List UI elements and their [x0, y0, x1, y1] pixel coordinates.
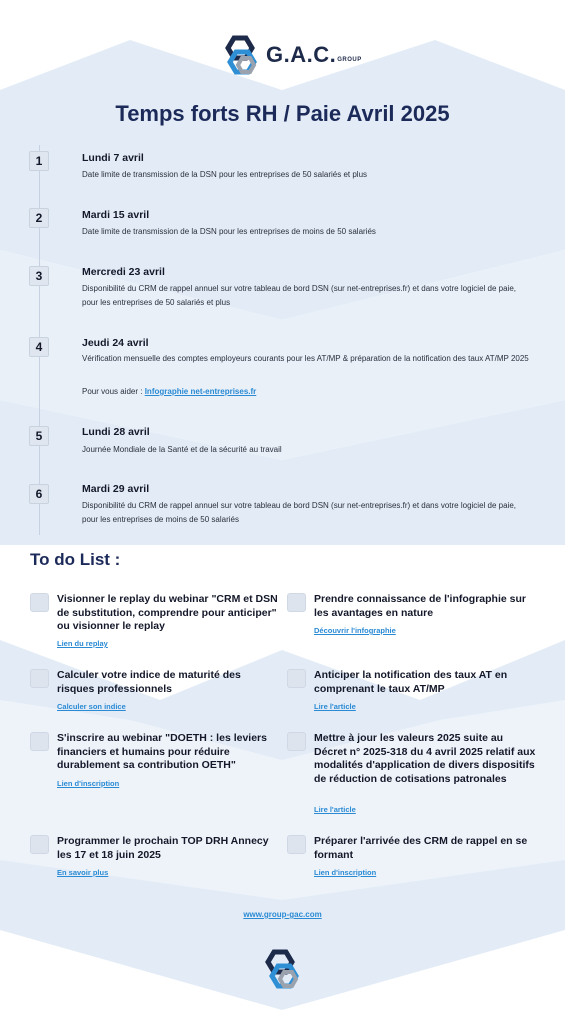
todo-text: S'inscrire au webinar "DOETH : les leviers financiers et humains pour réduire durablement sa contribution OETH"	[57, 732, 267, 771]
event-date: Mardi 15 avril	[82, 209, 150, 221]
todo-checkbox[interactable]	[30, 669, 49, 688]
inscription-link[interactable]: Lien d'inscription	[57, 779, 120, 788]
gac-logo-icon	[262, 944, 304, 994]
gac-logo-icon	[220, 32, 262, 78]
event-number: 4	[29, 337, 49, 357]
help-prefix: Pour vous aider :	[82, 387, 145, 396]
event-date: Lundi 7 avril	[82, 152, 144, 164]
logo-text: G.A.C.	[266, 42, 337, 67]
gac-logo	[220, 30, 362, 80]
todo-text: Préparer l'arrivée des CRM de rappel en se formant	[314, 835, 528, 861]
todo-text: Anticiper la notification des taux AT en comprenant le taux AT/MP	[314, 669, 508, 695]
event-description: Disponibilité du CRM de rappel annuel sur votre tableau de bord DSN (sur net-entreprises.fr) et dans votre logiciel de paie, pour les entreprises de 50 salariés et plus	[82, 284, 517, 307]
todo-text: Visionner le replay du webinar "CRM et DSN de substitution, comprendre pour anticiper" ou visionner le replay	[57, 593, 278, 632]
todo-title: To do List :	[30, 550, 121, 569]
event-number: 6	[29, 484, 49, 504]
event-number: 5	[29, 426, 49, 446]
todo-checkbox[interactable]	[287, 593, 306, 612]
todo-checkbox[interactable]	[287, 732, 306, 751]
footer-logo	[262, 944, 304, 999]
infographie-link[interactable]: Infographie net-entreprises.fr	[144, 387, 257, 396]
en-savoir-plus-link[interactable]: En savoir plus	[57, 868, 109, 877]
todo-text: Programmer le prochain TOP DRH Annecy les 17 et 18 juin 2025	[57, 835, 269, 861]
event-date: Mardi 29 avril	[82, 483, 150, 495]
todo-checkbox[interactable]	[287, 669, 306, 688]
todo-checkbox[interactable]	[30, 732, 49, 751]
page-title: Temps forts RH / Paie Avril 2025	[115, 101, 450, 126]
lire-article-link[interactable]: Lire l'article	[314, 805, 356, 814]
todo-checkbox[interactable]	[30, 835, 49, 854]
event-description: Vérification mensuelle des comptes employeurs courants pour les AT/MP & préparation de la notification des taux AT/MP 2025	[82, 354, 529, 363]
replay-link[interactable]: Lien du replay	[57, 639, 108, 648]
event-description: Journée Mondiale de la Santé et de la sécurité au travail	[82, 445, 282, 454]
event-date: Lundi 28 avril	[82, 426, 150, 438]
inscription-link[interactable]: Lien d'inscription	[314, 868, 377, 877]
event-number: 1	[29, 151, 49, 171]
event-description: Date limite de transmission de la DSN pour les entreprises de moins de 50 salariés	[82, 227, 376, 236]
todo-checkbox[interactable]	[30, 593, 49, 612]
todo-text: Mettre à jour les valeurs 2025 suite au Décret n° 2025-318 du 4 avril 2025 relatif aux modalités d'application de divers dispositifs de réduction de cotisations patronales	[314, 732, 536, 785]
todo-text: Calculer votre indice de maturité des risques professionnels	[57, 669, 241, 695]
website-link[interactable]: www.group-gac.com	[243, 910, 322, 919]
infographie-link[interactable]: Découvrir l'infographie	[314, 626, 396, 635]
event-help	[82, 387, 256, 396]
logo-subtext: GROUP	[337, 56, 362, 63]
todo-text: Prendre connaissance de l'infographie sur les avantages en nature	[314, 593, 526, 619]
todo-checkbox[interactable]	[287, 835, 306, 854]
event-number: 2	[29, 208, 49, 228]
event-date: Jeudi 24 avril	[82, 337, 149, 349]
event-description: Disponibilité du CRM de rappel annuel sur votre tableau de bord DSN (sur net-entreprises.fr) et dans votre logiciel de paie, pour les entreprises de moins de 50 salariés	[82, 501, 517, 524]
event-description: Date limite de transmission de la DSN pour les entreprises de 50 salariés et plus	[82, 170, 368, 179]
event-date: Mercredi 23 avril	[82, 266, 165, 278]
calculer-indice-link[interactable]: Calculer son indice	[57, 702, 126, 711]
event-number: 3	[29, 266, 49, 286]
lire-article-link[interactable]: Lire l'article	[314, 702, 356, 711]
